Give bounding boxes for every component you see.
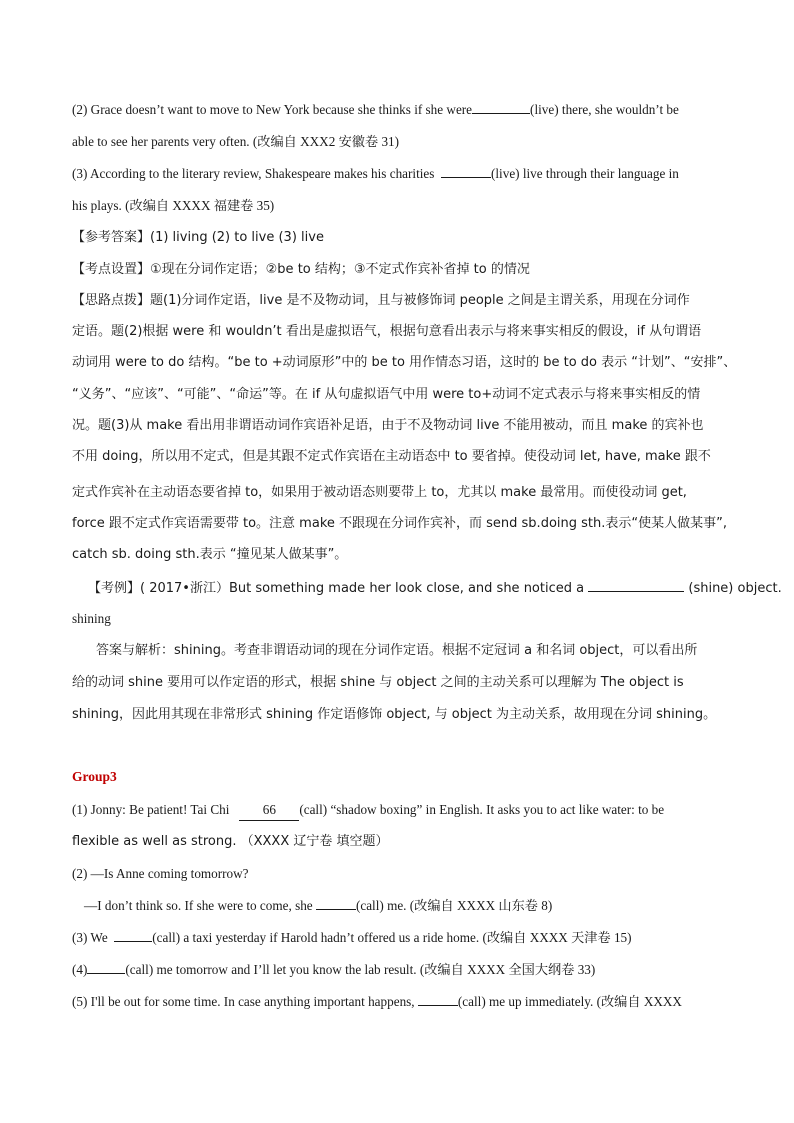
answer-blank[interactable] xyxy=(472,100,530,114)
test-point: 【考点设置】①现在分词作定语；②be to 结构；③不定式作宾补省掉 to 的情况 xyxy=(72,262,530,277)
answer-blank[interactable] xyxy=(418,992,458,1006)
group3-question-2: (2) —Is Anne coming tomorrow? xyxy=(72,866,249,881)
question-2-line-2: able to see her parents very often. (改编自 XXX2 安徽卷 31) xyxy=(72,134,400,149)
group3-question-5: (5) I'll be out for some time. In case anything important happens, (call) me up immediately. (改编自 XXXX xyxy=(72,994,682,1009)
explanation-line: 动词用 were to do 结构。“be to +动词原形”中的 be to 用作情态习语，这时的 be to do 表示 “计划”、“安排”、 xyxy=(72,355,737,370)
question-3-line-2: his plays. (改编自 XXXX 福建卷 35) xyxy=(72,198,275,213)
example-analysis: 给的动词 shine 要用可以作定语的形式，根据 shine 与 object 之间的主动关系可以理解为 The object is xyxy=(72,675,684,690)
explanation-line: “义务”、“应该”、“可能”、“命运”等。在 if 从句虚拟语气中用 were to+动词不定式表示与将来事实相反的情 xyxy=(72,387,701,402)
example-answer: shining xyxy=(72,611,111,626)
explanation-line: catch sb. doing sth.表示 “撞见某人做某事”。 xyxy=(72,547,348,562)
question-3-line-1: (3) According to the literary review, Shakespeare makes his charities (live) live through their language in xyxy=(72,166,679,181)
answer-blank[interactable]: 66 xyxy=(239,800,299,821)
explanation-line: 【思路点拨】题(1)分词作定语，live 是不及物动词，且与被修饰词 people 之间是主谓关系，用现在分词作 xyxy=(72,293,690,308)
explanation-line: force 跟不定式作宾语需要带 to。注意 make 不跟现在分词作宾补，而 send sb.doing sth.表示“使某人做某事”, xyxy=(72,516,727,531)
question-2-line-1 xyxy=(72,100,722,120)
answer-blank[interactable] xyxy=(588,578,684,592)
explanation-line: 定式作宾补在主动语态要省掉 to，如果用于被动语态则要带上 to，尤其以 make 最常用。而使役动词 get, xyxy=(72,485,687,500)
explanation-line: 况。题(3)从 make 看出用非谓语动词作宾语补足语，由于不及物动词 live 不能用被动，而且 make 的宾补也 xyxy=(72,418,704,433)
explanation-line: 不用 doing，所以用不定式，但是其跟不定式作宾语在主动语态中 to 要省掉。使役动词 let, have, make 跟不 xyxy=(72,449,711,464)
group3-question-2-reply: —I don’t think so. If she were to come, she (call) me. (改编自 XXXX 山东卷 8) xyxy=(84,898,553,913)
group3-question-1-line-2: flexible as well as strong. （XXXX 辽宁卷 填空题） xyxy=(72,834,389,849)
example-analysis: 答案与解析：shining。考查非谓语动词的现在分词作定语。根据不定冠词 a 和名词 object，可以看出所 xyxy=(96,643,698,658)
group-heading: Group3 xyxy=(72,769,117,784)
answer-blank[interactable] xyxy=(114,928,152,942)
question-text: (live) there, she wouldn’t be xyxy=(530,102,679,117)
group3-question-1: (1) Jonny: Be patient! Tai Chi 66 (call) “shadow boxing” in English. It asks you to act like water: to be xyxy=(72,800,722,821)
group3-question-3: (3) We (call) a taxi yesterday if Harold hadn’t offered us a ride home. (改编自 XXXX 天津卷 15) xyxy=(72,930,632,945)
example-analysis: shining，因此用其现在非常形式 shining 作定语修饰 object, 与 object 为主动关系，故用现在分词 shining。 xyxy=(72,707,717,722)
answer-blank[interactable] xyxy=(316,896,356,910)
answer-blank[interactable] xyxy=(87,960,125,974)
explanation-line: 定语。题(2)根据 were 和 wouldn’t 看出是虚拟语气，根据句意看出表示与将来事实相反的假设，if 从句谓语 xyxy=(72,324,702,339)
example-question: 【考例】( 2017•浙江）But something made her look close, and she noticed a (shine) object. xyxy=(88,578,738,599)
answer-blank[interactable] xyxy=(441,164,491,178)
question-text: (2) Grace doesn’t want to move to New York because she thinks if she were xyxy=(72,102,473,117)
reference-answer: 【参考答案】(1) living (2) to live (3) live xyxy=(72,230,324,245)
group3-question-4: (4) (call) me tomorrow and I’ll let you know the lab result. (改编自 XXXX 全国大纲卷 33) xyxy=(72,962,596,977)
